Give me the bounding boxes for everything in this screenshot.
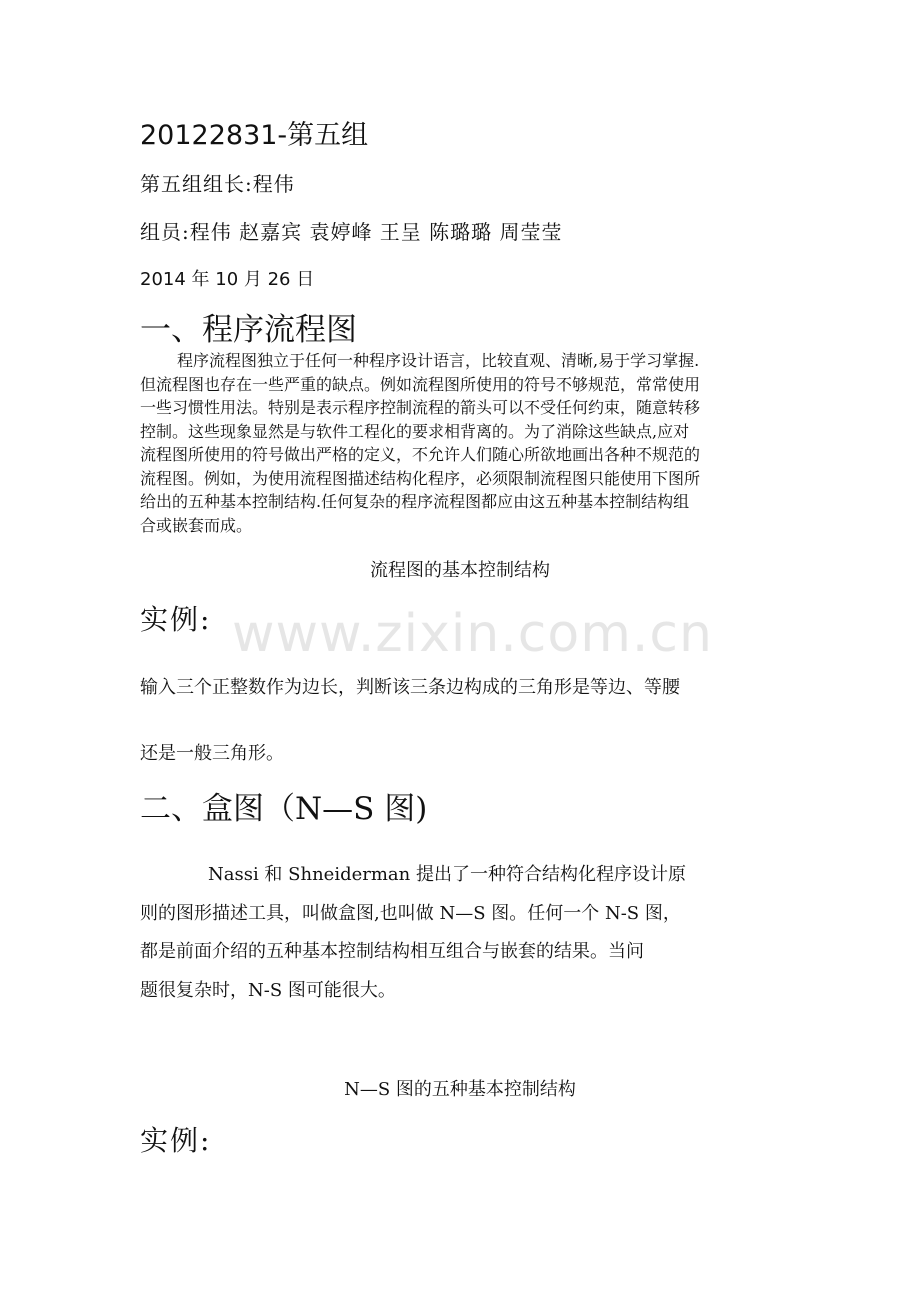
section-title-ns-diagram: 二、盒图（N—S 图) [140,791,428,827]
task-line: 输入三个正整数作为边长，判断该三条边构成的三角形是等边、等腰 [140,677,680,698]
document-id-heading: 20122831-第五组 [140,120,369,151]
watermark-text: www.zixin.com.cn [232,604,713,664]
example-label: 实例: [140,603,212,636]
paragraph-line: 都是前面介绍的五种基本控制结构相互组合与嵌套的结果。当问 [140,941,644,962]
paragraph-line: 但流程图也存在一些严重的缺点。例如流程图所使用的符号不够规范，常常使用 [140,374,701,394]
paragraph-line: Nassi 和 Shneiderman 提出了一种符合结构化程序设计原 [208,864,686,885]
group-leader-line: 第五组组长:程伟 [140,172,295,196]
paragraph-line: 控制。这些现象显然是与软件工程化的要求相背离的。为了消除这些缺点,应对 [140,421,690,441]
section-title-flowchart: 一、程序流程图 [140,312,357,348]
paragraph-line: 流程图。例如，为使用流程图描述结构化程序，必须限制流程图只能使用下图所 [140,468,701,488]
paragraph-line: 则的图形描述工具，叫做盒图,也叫做 N—S 图。任何一个 N-S 图， [140,902,681,924]
section-paragraph-ns-diagram [140,856,790,1010]
paragraph-line: 程序流程图独立于任何一种程序设计语言，比较直观、清晰,易于学习掌握. [177,351,700,370]
figure-caption-ns-diagram: N—S 图的五种基本控制结构 [344,1079,576,1100]
figure-caption-flowchart: 流程图的基本控制结构 [370,560,550,581]
paragraph-line: 给出的五种基本控制结构.任何复杂的程序流程图都应由这五种基本控制结构组 [140,492,690,511]
example-label: 实例: [140,1124,212,1157]
paragraph-line: 一些习惯性用法。特别是表示程序控制流程的箭头可以不受任何约束，随意转移 [140,398,701,417]
section-paragraph-flowchart [140,349,780,537]
paragraph-line: 流程图所使用的符号做出严格的定义，不允许人们随心所欲地画出各种不规范的 [140,445,701,464]
task-line: 还是一般三角形。 [140,743,284,764]
paragraph-line: 合或嵌套而成。 [140,515,253,535]
group-members-line: 组员:程伟 赵嘉宾 袁婷峰 王呈 陈璐璐 周莹莹 [140,220,563,244]
paragraph-line: 题很复杂时，N-S 图可能很大。 [140,979,396,1001]
example-task-text [140,670,680,771]
date-line: 2014 年 10 月 26 日 [140,269,315,290]
